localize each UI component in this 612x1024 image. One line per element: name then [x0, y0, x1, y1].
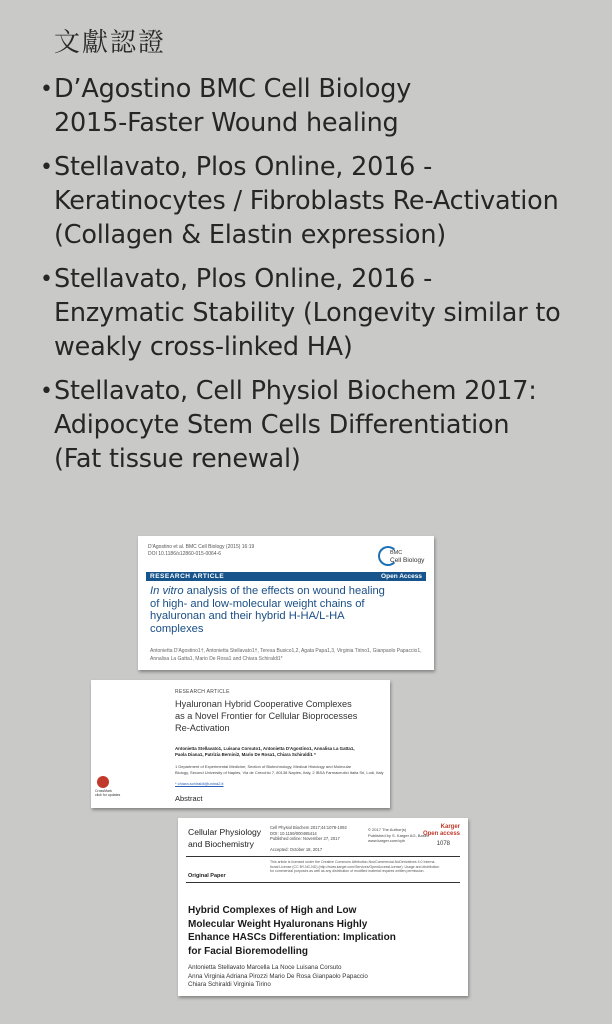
- crossmark-subtext: click for updates: [95, 793, 121, 797]
- author-line: Antonietta Stellavato1, Luisana Corsuto1, Antonietta D'Agostino1, Annalisa La Gatta1,: [175, 746, 355, 751]
- reference-item: [40, 72, 600, 140]
- meta-line: DOI: 10.1159/000485414: [270, 830, 317, 836]
- meta-line: Published online: November 27, 2017: [270, 836, 340, 841]
- brand-line: Open access: [422, 830, 460, 837]
- reference-list: [40, 72, 600, 486]
- bullet-dot: •: [40, 267, 53, 292]
- publication-meta: [270, 825, 347, 853]
- title-line: Re-Activation: [175, 723, 230, 733]
- citation-line: D'Agostino et al. BMC Cell Biology (2015) 16:19: [148, 544, 255, 550]
- reference-line: (Collagen & Elastin expression): [54, 220, 447, 250]
- divider: [186, 856, 460, 857]
- journal-name: [188, 826, 261, 850]
- crossmark-badge: [95, 776, 121, 798]
- title-line: of high- and low-molecular weight chains of: [150, 597, 365, 610]
- crossmark-text: CrossMark: [95, 789, 112, 793]
- crossmark-icon: [97, 776, 109, 788]
- title-line: Molecular Weight Hyaluronans Highly: [188, 918, 368, 930]
- bullet-dot: •: [40, 379, 53, 404]
- open-access-label: Open Access: [381, 573, 422, 580]
- paper-plos-one: [91, 680, 390, 808]
- article-type-bar: [146, 572, 426, 581]
- divider: [186, 882, 460, 883]
- meta-line: www.karger.com/cpb: [368, 838, 405, 843]
- reference-line: Stellavato, Plos Online, 2016 -: [54, 264, 433, 294]
- reference-line: (Fat tissue renewal): [54, 444, 301, 474]
- paper-authors: [150, 647, 426, 663]
- journal-line: Cellular Physiology: [188, 827, 262, 837]
- paper-authors: [188, 964, 368, 990]
- meta-line: Published by S. Karger AG, Basel: [368, 832, 428, 838]
- journal-line: and Biochemistry: [188, 839, 254, 849]
- page-number: 1078: [436, 841, 450, 847]
- title-line: [150, 585, 430, 598]
- article-type: RESEARCH ARTICLE: [150, 573, 225, 580]
- reference-line: Stellavato, Plos Online, 2016 -: [54, 152, 433, 182]
- doi-line: DOI 10.1186/s12860-015-0064-6: [148, 551, 222, 557]
- paper-authors: [175, 746, 355, 758]
- title-line: for Facial Bioremodelling: [188, 945, 309, 957]
- reference-item: [40, 374, 600, 476]
- meta-line: Accepted: October 18, 2017: [270, 847, 323, 852]
- bullet-dot: •: [40, 155, 53, 180]
- author-line: Annalisa La Gatta1, Mario De Rosa1 and Chiara Schiraldi1*: [150, 656, 283, 662]
- bmc-logo: [378, 546, 424, 568]
- title-line: Hybrid Complexes of High and Low: [188, 905, 357, 916]
- paper-bmc-cell-biology: [138, 536, 434, 670]
- meta-line: Cell Physiol Biochem 2017;44:1078-1092: [270, 825, 347, 830]
- affiliation-line: 1 Department of Experimental Medicine, Section of Biotechnology, Medical Histology and Molecular: [175, 764, 352, 769]
- reference-item: [40, 150, 600, 252]
- license-line: This article is licensed under the Creative Commons Attribution-NonCommercial-NoDerivatives 4.0 Interna-: [270, 860, 436, 864]
- title-italic: In vitro: [150, 585, 184, 597]
- author-line: Antonietta Stellavato Marcella La Noce Luisana Corsuto: [188, 964, 342, 971]
- author-line: Antonietta D'Agostino1†, Antonietta Stellavato1†, Teresa Busico1,2, Agata Papa1,3, Virginia Tirino1, Gianpaolo Papaccio1,: [150, 648, 422, 654]
- license-line: for commercial purposes as well as any distribution of modified material requires written permission.: [270, 869, 425, 873]
- affiliation-line: Biology, Second University of Naples, Via de Crecchio 7, 80138 Naples, Italy, 2 IBSA Farmaceutici Italia Srl, Lodi, Italy: [175, 769, 384, 775]
- corresponding-email: * chiara.schiraldi@unina2.it: [175, 781, 224, 786]
- crossmark-label: [95, 789, 120, 797]
- brand-line: Karger: [440, 824, 460, 830]
- title-line: hyaluronan and their hybrid H-HA/L-HA: [150, 610, 345, 622]
- logo-top-text: BMC: [390, 550, 403, 556]
- reference-line: Keratinocytes / Fibroblasts Re-Activation: [54, 186, 559, 216]
- bullet-dot: •: [40, 77, 53, 102]
- paper-title: [175, 698, 357, 734]
- title-rest: analysis of the effects on wound healing: [183, 585, 385, 597]
- reference-line: weakly cross-linked HA): [54, 332, 353, 362]
- reference-line: Adipocyte Stem Cells Differentiation: [54, 410, 510, 440]
- paper-cell-physiol-biochem: [178, 818, 468, 996]
- karger-logo: [423, 824, 460, 837]
- paper-type: Original Paper: [188, 873, 226, 879]
- paper-title: [188, 904, 396, 958]
- article-type: RESEARCH ARTICLE: [175, 689, 230, 695]
- slide-heading: 文獻認證: [54, 28, 167, 58]
- license-text: [270, 860, 439, 874]
- meta-line: © 2017 The Author(s): [368, 827, 407, 832]
- logo-bottom-text: Cell Biology: [390, 557, 425, 564]
- author-line: Paola Diana1, Patrizia Bernini2, Mario De Rosa1, Chiara Schiraldi1 *: [175, 752, 316, 757]
- reference-line: Stellavato, Cell Physiol Biochem 2017:: [54, 376, 537, 406]
- title-line: complexes: [150, 622, 204, 635]
- paper-affiliation: [175, 764, 384, 775]
- paper-citation: [148, 544, 254, 558]
- title-line: Hyaluronan Hybrid Cooperative Complexes: [175, 699, 352, 709]
- author-line: Anna Virginia Adriana Pirozzi Mario De Rosa Gianpaolo Papaccio: [188, 972, 368, 980]
- publisher-meta: [368, 827, 428, 844]
- license-line: tional License (CC BY-NC-ND) (http://www.karger.com/Services/OpenAccessLicense). Usage and distribution: [270, 864, 440, 869]
- title-line: Enhance HASCs Differentiation: Implication: [188, 932, 396, 943]
- reference-line: Enzymatic Stability (Longevity similar to: [54, 298, 561, 328]
- title-line: as a Novel Frontier for Cellular Bioprocesses: [175, 711, 358, 721]
- reference-item: [40, 262, 600, 364]
- paper-title: [150, 585, 430, 635]
- abstract-heading: Abstract: [175, 794, 203, 803]
- reference-line: 2015-Faster Wound healing: [54, 108, 399, 138]
- author-line: Chiara Schiraldi Virginia Tirino: [188, 981, 271, 988]
- reference-line: D’Agostino BMC Cell Biology: [54, 74, 412, 104]
